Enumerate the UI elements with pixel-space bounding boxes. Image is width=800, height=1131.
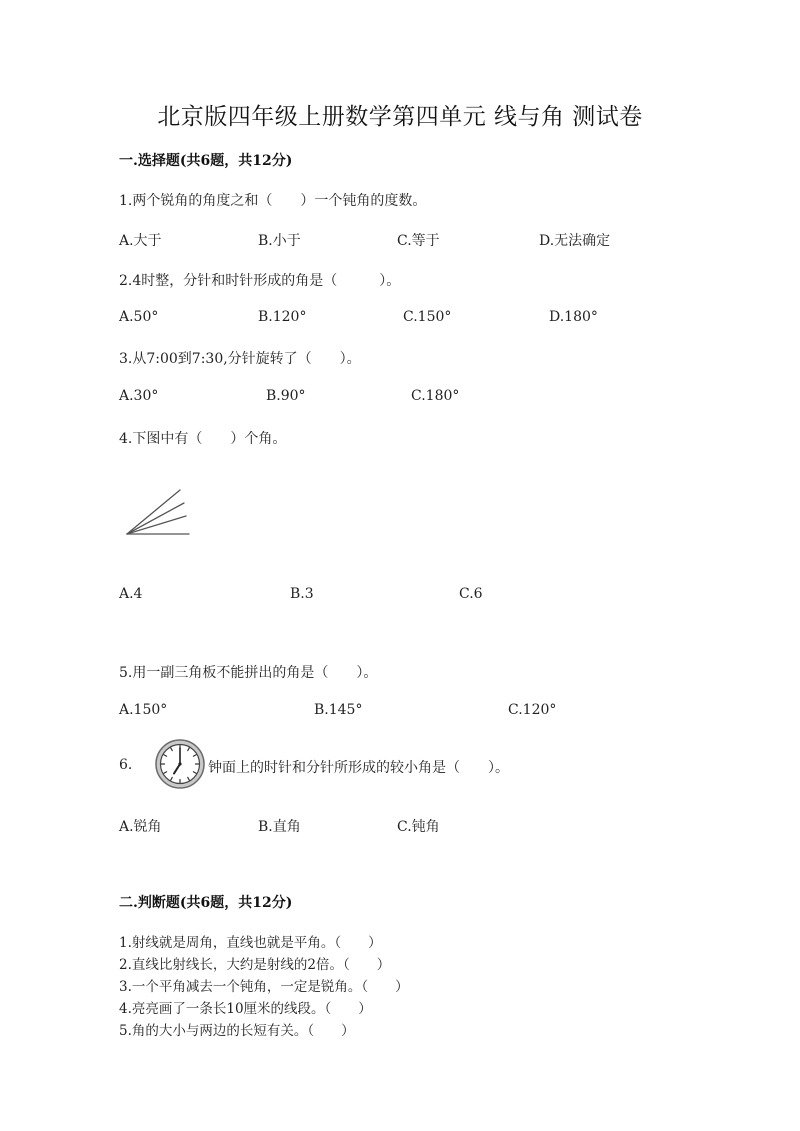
q4-option-b: B.3 [290, 586, 314, 602]
angle-rays-diagram [124, 486, 194, 538]
section-heading-judgement: 二.判断题(共6题，共12分) [119, 895, 293, 911]
judgement-item-5: 5.角的大小与两边的长短有关。（ ） [119, 1023, 355, 1039]
q2-option-d: D.180° [549, 309, 598, 325]
q4-option-c: C.6 [459, 586, 483, 602]
question-6-number: 6. [119, 757, 133, 773]
q2-option-b: B.120° [258, 309, 307, 325]
judgement-item-1: 1.射线就是周角，直线也就是平角。（ ） [119, 935, 382, 951]
question-4: 4.下图中有（ ）个角。 [119, 431, 287, 447]
question-6: 钟面上的时针和分针所形成的较小角是（ ）。 [208, 760, 509, 776]
question-3: 3.从7:00到7:30,分针旋转了（ ）。 [119, 351, 361, 367]
q5-option-c: C.120° [508, 702, 557, 718]
judgement-item-3: 3.一个平角减去一个钝角，一定是锐角。（ ） [119, 979, 409, 995]
section-heading-choice: 一.选择题(共6题，共12分) [119, 153, 293, 169]
q4-option-a: A.4 [119, 586, 143, 602]
q5-option-b: B.145° [314, 702, 363, 718]
q1-option-a: A.大于 [119, 233, 162, 249]
q6-option-a: A.锐角 [119, 819, 162, 835]
q6-option-c: C.钝角 [397, 819, 440, 835]
judgement-item-4: 4.亮亮画了一条长10厘米的线段。（ ） [119, 1001, 372, 1017]
q3-option-a: A.30° [119, 388, 159, 404]
q3-option-c: C.180° [411, 388, 460, 404]
judgement-item-2: 2.直线比射线长，大约是射线的2倍。（ ） [119, 957, 391, 973]
q2-option-a: A.50° [119, 309, 159, 325]
question-1: 1.两个锐角的角度之和（ ）一个钝角的度数。 [119, 193, 427, 209]
question-5: 5.用一副三角板不能拼出的角是（ ）。 [119, 665, 378, 681]
q5-option-a: A.150° [119, 702, 168, 718]
q1-option-c: C.等于 [397, 233, 440, 249]
q6-option-b: B.直角 [258, 819, 301, 835]
page-title: 北京版四年级上册数学第四单元 线与角 测试卷 [157, 104, 643, 130]
clock-icon [154, 738, 206, 790]
q1-option-b: B.小于 [258, 233, 301, 249]
q3-option-b: B.90° [266, 388, 306, 404]
question-2: 2.4时整，分针和时针形成的角是（ ）。 [119, 273, 401, 289]
q2-option-c: C.150° [403, 309, 452, 325]
q1-option-d: D.无法确定 [539, 233, 611, 249]
